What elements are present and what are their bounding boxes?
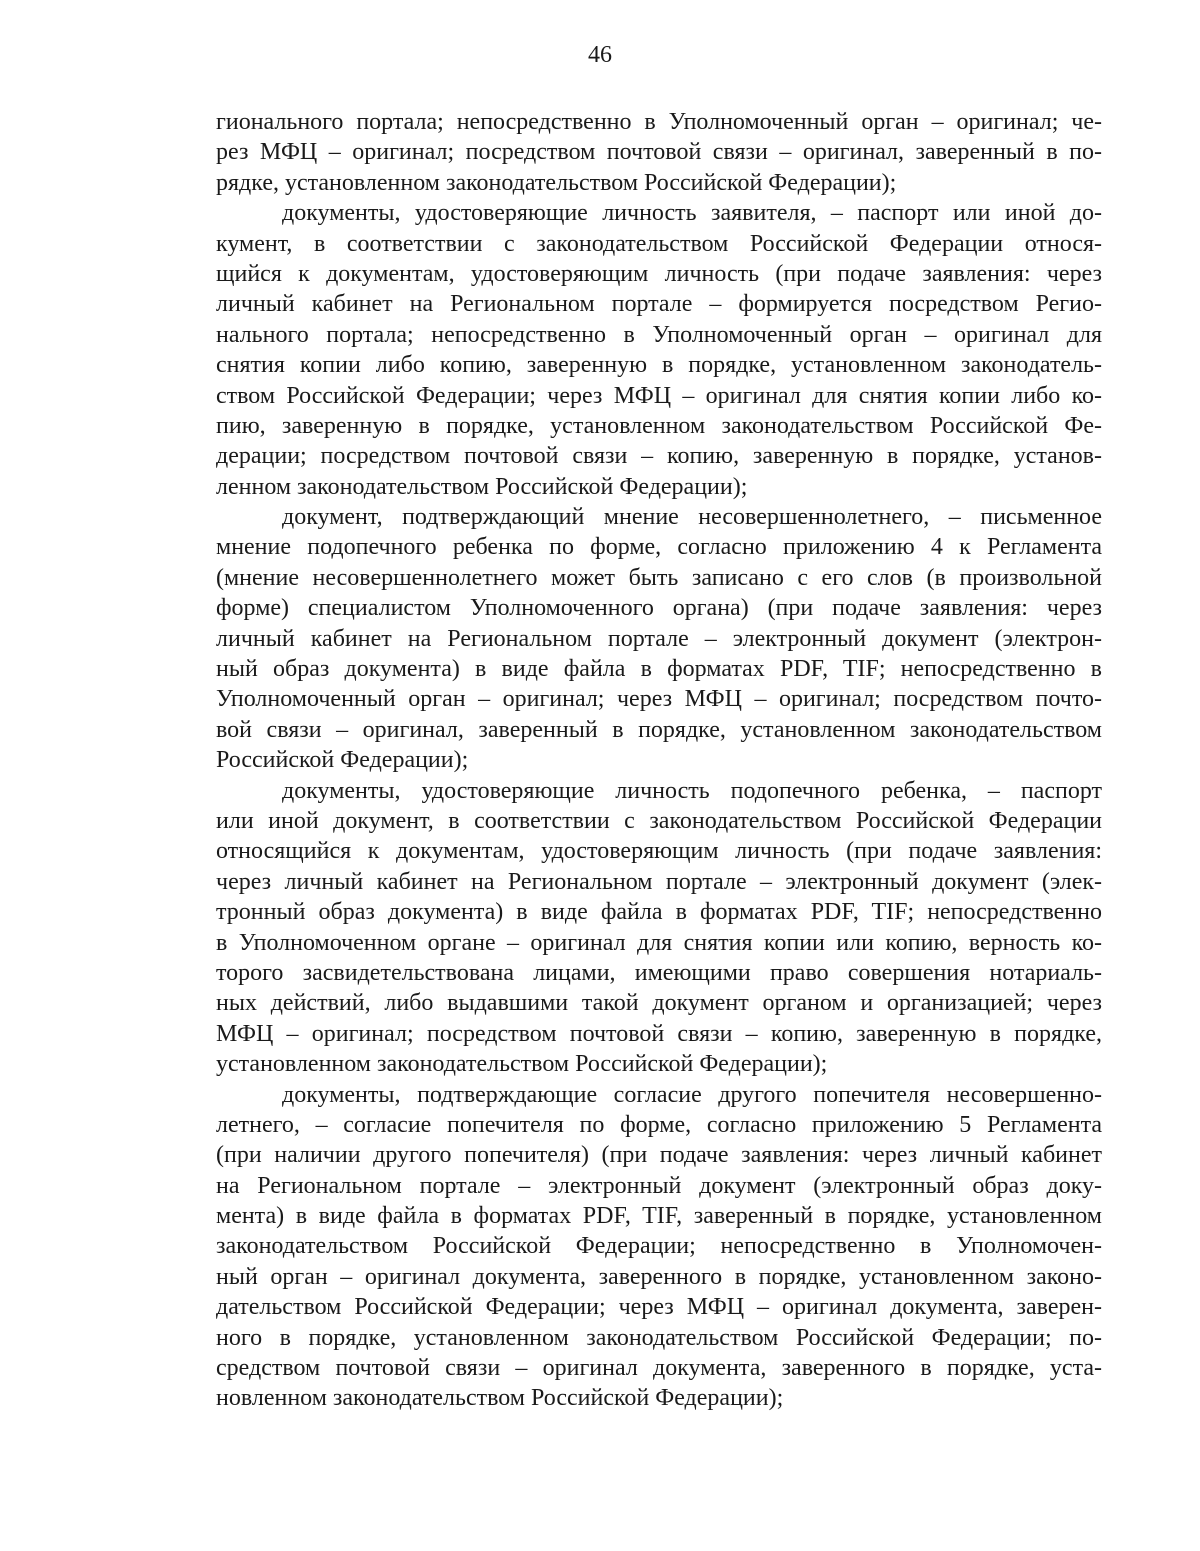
text-line: в Уполномоченном органе – оригинал для снятия копии или копию, верность ко- [216, 929, 1102, 956]
text-line: щийся к документам, удостоверяющим личность (при подаче заявления: через [216, 260, 1102, 287]
text-line: торого засвидетельствована лицами, имеющими право совершения нотариаль- [216, 959, 1102, 986]
text-line: установленном законодательством Российской Федерации); [216, 1051, 828, 1078]
text-line: законодательством Российской Федерации; непосредственно в Уполномочен- [216, 1233, 1102, 1260]
text-line: (мнение несовершеннолетнего может быть записано с его слов (в произвольной [216, 564, 1102, 591]
text-line: (при наличии другого попечителя) (при подаче заявления: через личный кабинет [216, 1142, 1102, 1169]
text-line: снятия копии либо копию, заверенную в порядке, установленном законодатель- [216, 352, 1102, 379]
text-line: мнение подопечного ребенка по форме, согласно приложению 4 к Регламента [216, 534, 1102, 561]
text-line: дерации; посредством почтовой связи – копию, заверенную в порядке, установ- [216, 443, 1102, 470]
text-line: средством почтовой связи – оригинал документа, заверенного в порядке, уста- [216, 1355, 1102, 1382]
text-line: ный образ документа) в виде файла в форматах PDF, TIF; непосредственно в [216, 656, 1102, 683]
paragraph [216, 1080, 1102, 1414]
text-line: нального портала; непосредственно в Уполномоченный орган – оригинал для [216, 321, 1102, 348]
text-line: ный орган – оригинал документа, заверенного в порядке, установленном законо- [216, 1263, 1102, 1290]
text-line: вой связи – оригинал, заверенный в порядке, установленном законодательством [216, 716, 1102, 743]
text-line: документы, подтверждающие согласие другого попечителя несовершенно- [282, 1081, 1102, 1108]
text-line: личный кабинет на Региональном портале – электронный документ (электрон- [216, 625, 1102, 652]
text-line: гионального портала; непосредственно в Уполномоченный орган – оригинал; че- [216, 109, 1102, 135]
paragraph [216, 502, 1102, 776]
text-line: через личный кабинет на Региональном портале – электронный документ (элек- [216, 868, 1102, 895]
text-line: Российской Федерации); [216, 747, 469, 774]
text-line: кумент, в соответствии с законодательством Российской Федерации относя- [216, 230, 1102, 257]
text-line: документы, удостоверяющие личность заявителя, – паспорт или иной до- [282, 200, 1102, 227]
text-line: тронный образ документа) в виде файла в форматах PDF, TIF; непосредственно [216, 899, 1102, 926]
document-body [216, 107, 1102, 1414]
text-line: форме) специалистом Уполномоченного органа) (при подаче заявления: через [216, 595, 1102, 622]
text-line: мента) в виде файла в форматах PDF, TIF, заверенный в порядке, установленном [216, 1203, 1102, 1230]
text-line: относящийся к документам, удостоверяющим личность (при подаче заявления: [216, 838, 1102, 865]
text-line: на Региональном портале – электронный документ (электронный образ доку- [216, 1172, 1102, 1199]
text-line: документ, подтверждающий мнение несовершеннолетнего, – письменное [282, 504, 1102, 531]
text-line: рядке, установленном законодательством Российской Федерации); [216, 169, 897, 196]
text-line: дательством Российской Федерации; через МФЦ – оригинал документа, заверен- [216, 1294, 1102, 1321]
text-line: ного в порядке, установленном законодательством Российской Федерации; по- [216, 1324, 1102, 1351]
text-line: Уполномоченный орган – оригинал; через МФЦ – оригинал; посредством почто- [216, 686, 1102, 713]
page-number: 46 [588, 42, 612, 68]
text-line: пию, заверенную в порядке, установленном законодательством Российской Фе- [216, 412, 1102, 439]
text-line: летнего, – согласие попечителя по форме, согласно приложению 5 Регламента [216, 1111, 1102, 1138]
text-line: ных действий, либо выдавшими такой документ органом и организацией; через [216, 990, 1102, 1017]
paragraph [216, 107, 1102, 198]
text-line: ленном законодательством Российской Федерации); [216, 473, 748, 500]
text-line: или иной документ, в соответствии с законодательством Российской Федерации [216, 807, 1102, 834]
text-line: МФЦ – оригинал; посредством почтовой связи – копию, заверенную в порядке, [216, 1020, 1102, 1047]
paragraph [216, 776, 1102, 1080]
text-line: новленном законодательством Российской Федерации); [216, 1385, 784, 1412]
paragraph [216, 198, 1102, 502]
text-line: документы, удостоверяющие личность подопечного ребенка, – паспорт [282, 777, 1102, 804]
text-line: личный кабинет на Региональном портале – формируется посредством Регио- [216, 291, 1102, 318]
text-line: рез МФЦ – оригинал; посредством почтовой связи – оригинал, заверенный в по- [216, 139, 1102, 166]
text-line: ством Российской Федерации; через МФЦ – оригинал для снятия копии либо ко- [216, 382, 1102, 409]
